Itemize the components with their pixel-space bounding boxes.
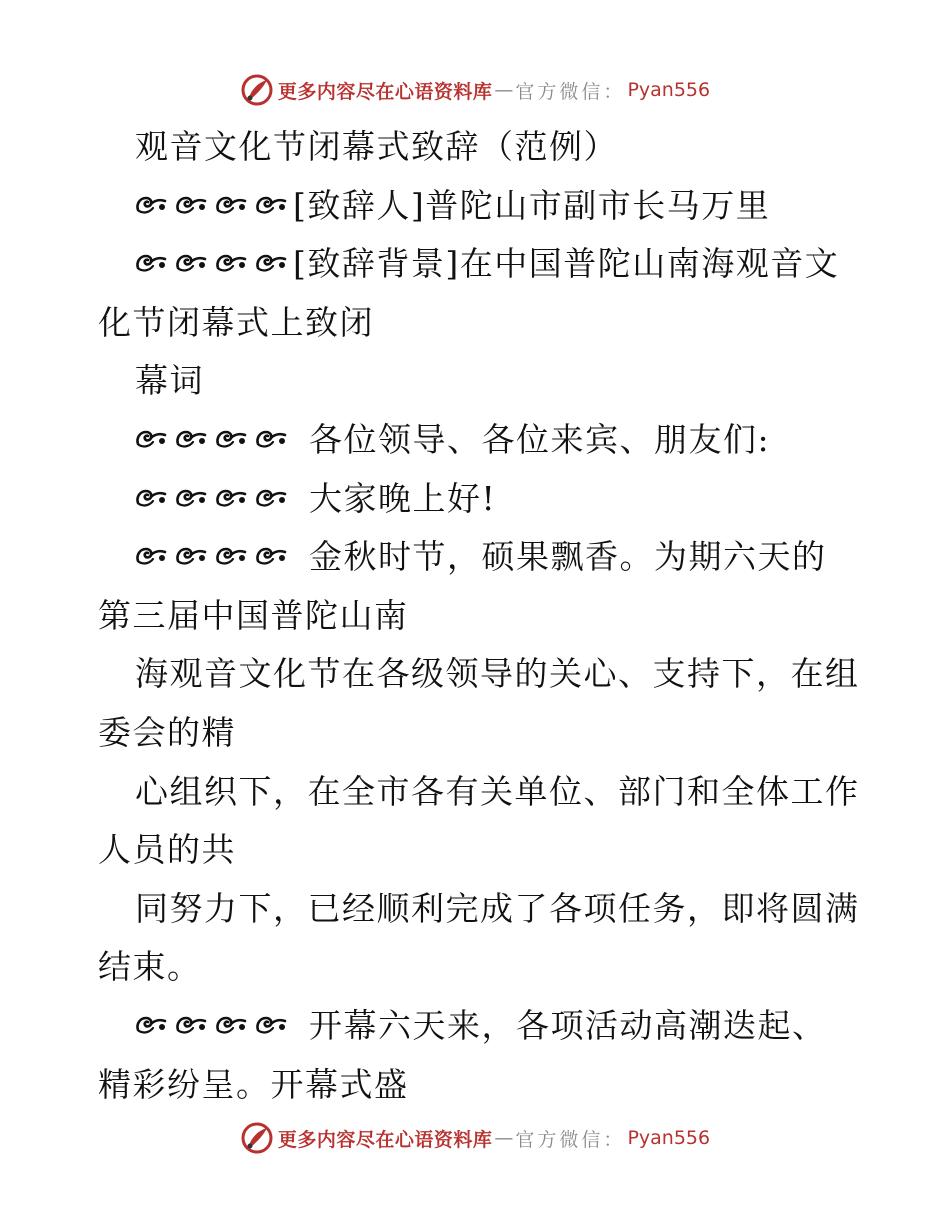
speaker-line (98, 177, 858, 236)
brush-logo-icon (240, 1121, 274, 1155)
header-dash: — (494, 79, 514, 101)
fleuron-ornament-icon (135, 487, 293, 509)
document-title: 观音文化节闭幕式致辞（范例） (135, 127, 618, 166)
background-line-3: 幕词 (135, 361, 204, 401)
paragraph-1-line-3: 海观音文化节在各级领导的关心、支持下，在组 (135, 654, 860, 694)
fleuron-ornament-icon (135, 545, 293, 567)
footer-wechat-label: 官方微信： (515, 1128, 626, 1151)
header-wechat-label: 官方微信： (515, 80, 626, 103)
document-body (98, 118, 858, 1114)
evening-line (98, 470, 858, 529)
header-wechat-handle: Pyan556 (627, 79, 711, 101)
evening-text: 大家晚上好! (309, 478, 497, 518)
paragraph-2-line-1 (98, 997, 858, 1056)
paragraph-1-line-4: 委会的精 (98, 712, 236, 752)
brush-logo-icon (240, 73, 274, 107)
paragraph-1-line-2: 第三届中国普陀山南 (98, 595, 409, 635)
background-line-1 (98, 235, 858, 294)
paragraph-1-text: 金秋时节，硕果飘香。为期六天的 (309, 537, 827, 577)
paragraph-1-line-7: 同努力下，已经顺利完成了各项任务，即将圆满 (135, 888, 860, 928)
footer-promo-text: 更多内容尽在心语资料库 (277, 1128, 493, 1151)
header-promo-text: 更多内容尽在心语资料库 (277, 80, 493, 103)
background-text: [致辞背景]在中国普陀山南海观音文 (293, 244, 840, 284)
paragraph-2-line-2: 精彩纷呈。开幕式盛 (98, 1064, 409, 1104)
paragraph-1-line-6: 人员的共 (98, 830, 236, 870)
header-banner (0, 70, 950, 110)
paragraph-1-line-1 (98, 528, 858, 587)
footer-banner (0, 1118, 950, 1158)
speaker-text: [致辞人]普陀山市副市长马万里 (293, 185, 771, 225)
fleuron-ornament-icon (135, 252, 293, 274)
footer-dash: — (494, 1127, 514, 1149)
fleuron-ornament-icon (135, 428, 293, 450)
fleuron-ornament-icon (135, 1014, 293, 1036)
paragraph-2-text: 开幕六天来，各项活动高潮迭起、 (309, 1005, 827, 1045)
paragraph-1-line-5: 心组织下，在全市各有关单位、部门和全体工作 (135, 771, 860, 811)
footer-wechat-handle: Pyan556 (627, 1127, 711, 1149)
greeting-line (98, 411, 858, 470)
fleuron-ornament-icon (135, 194, 293, 216)
paragraph-1-line-8: 结束。 (98, 947, 202, 987)
greeting-text: 各位领导、各位来宾、朋友们: (309, 419, 771, 459)
background-line-2: 化节闭幕式上致闭 (98, 302, 374, 342)
